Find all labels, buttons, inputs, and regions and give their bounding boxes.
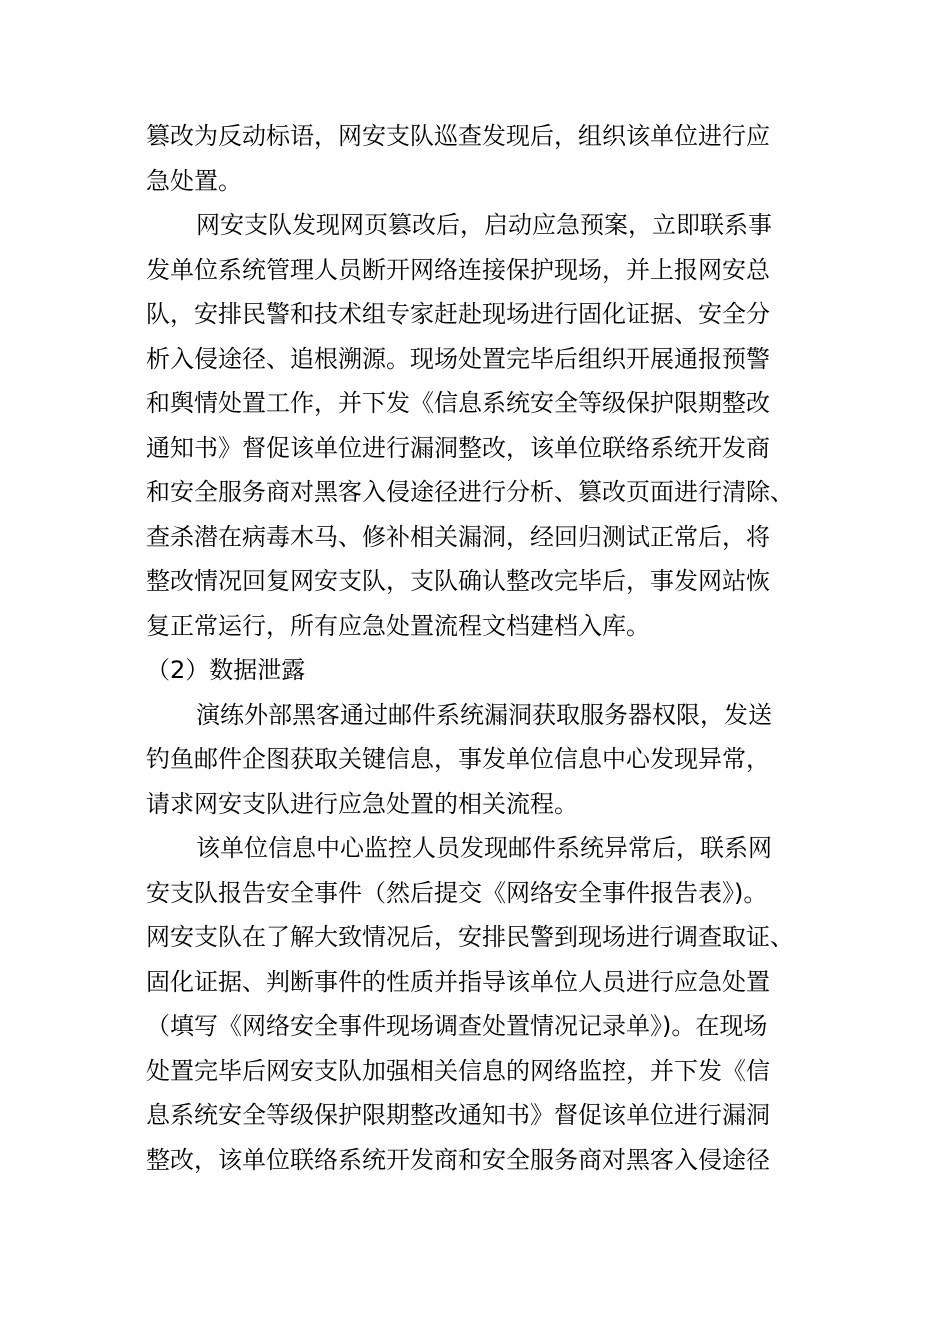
text-line: （填写《网络安全事件现场调查处置情况记录单》)。在现场: [146, 1012, 768, 1040]
text-line: 队，安排民警和技术组专家赶赴现场进行固化证据、安全分: [146, 300, 770, 328]
text-line: 通知书》督促该单位进行漏洞整改，该单位联络系统开发商: [146, 433, 770, 462]
paragraph: [146, 826, 814, 1182]
text-line: 安支队报告安全事件（然后提交《网络安全事件报告表》)。: [146, 878, 768, 907]
text-line: 网安支队发现网页篡改后，启动应急预案，立即联系事: [196, 211, 772, 239]
text-line: 固化证据、判断事件的性质并指导该单位人员进行应急处置: [146, 967, 770, 996]
text-line: 整改情况回复网安支队，支队确认整改完毕后，事发网站恢: [146, 567, 770, 595]
text-line: 和安全服务商对黑客入侵途径进行分析、篡改页面进行清除、: [146, 478, 794, 506]
text-line: 网安支队在了解大致情况后，安排民警到现场进行调查取证、: [146, 923, 794, 951]
paragraph: [146, 114, 814, 203]
text-line: 处置完毕后网安支队加强相关信息的网络监控，并下发《信: [146, 1056, 770, 1085]
text-line: 复正常运行，所有应急处置流程文档建档入库。: [146, 611, 650, 640]
text-line: 演练外部黑客通过邮件系统漏洞获取服务器权限，发送: [196, 700, 772, 729]
text-line: 和舆情处置工作，并下发《信息系统安全等级保护限期整改: [146, 389, 770, 417]
text-line: 发单位系统管理人员断开网络连接保护现场，并上报网安总: [146, 255, 770, 284]
text-line: 请求网安支队进行应急处置的相关流程。: [146, 789, 578, 818]
heading-text: （2）数据泄露: [146, 656, 306, 684]
text-line: 该单位信息中心监控人员发现邮件系统异常后，联系网: [196, 834, 772, 862]
text-line: 整改，该单位联络系统开发商和安全服务商对黑客入侵途径: [146, 1145, 770, 1174]
section-heading: [146, 648, 814, 693]
text-line: 急处置。: [146, 166, 242, 195]
text-line: 篡改为反动标语，网安支队巡查发现后，组织该单位进行应: [146, 122, 770, 150]
text-line: 析入侵途径、追根溯源。现场处置完毕后组织开展通报预警: [146, 344, 770, 373]
text-line: 息系统安全等级保护限期整改通知书》督促该单位进行漏洞: [146, 1101, 770, 1129]
paragraph: [146, 203, 814, 648]
text-line: 查杀潜在病毒木马、修补相关漏洞，经回归测试正常后，将: [146, 522, 770, 551]
text-line: 钓鱼邮件企图获取关键信息，事发单位信息中心发现异常，: [146, 745, 770, 773]
paragraph: [146, 693, 814, 827]
document-body: [146, 114, 814, 1182]
